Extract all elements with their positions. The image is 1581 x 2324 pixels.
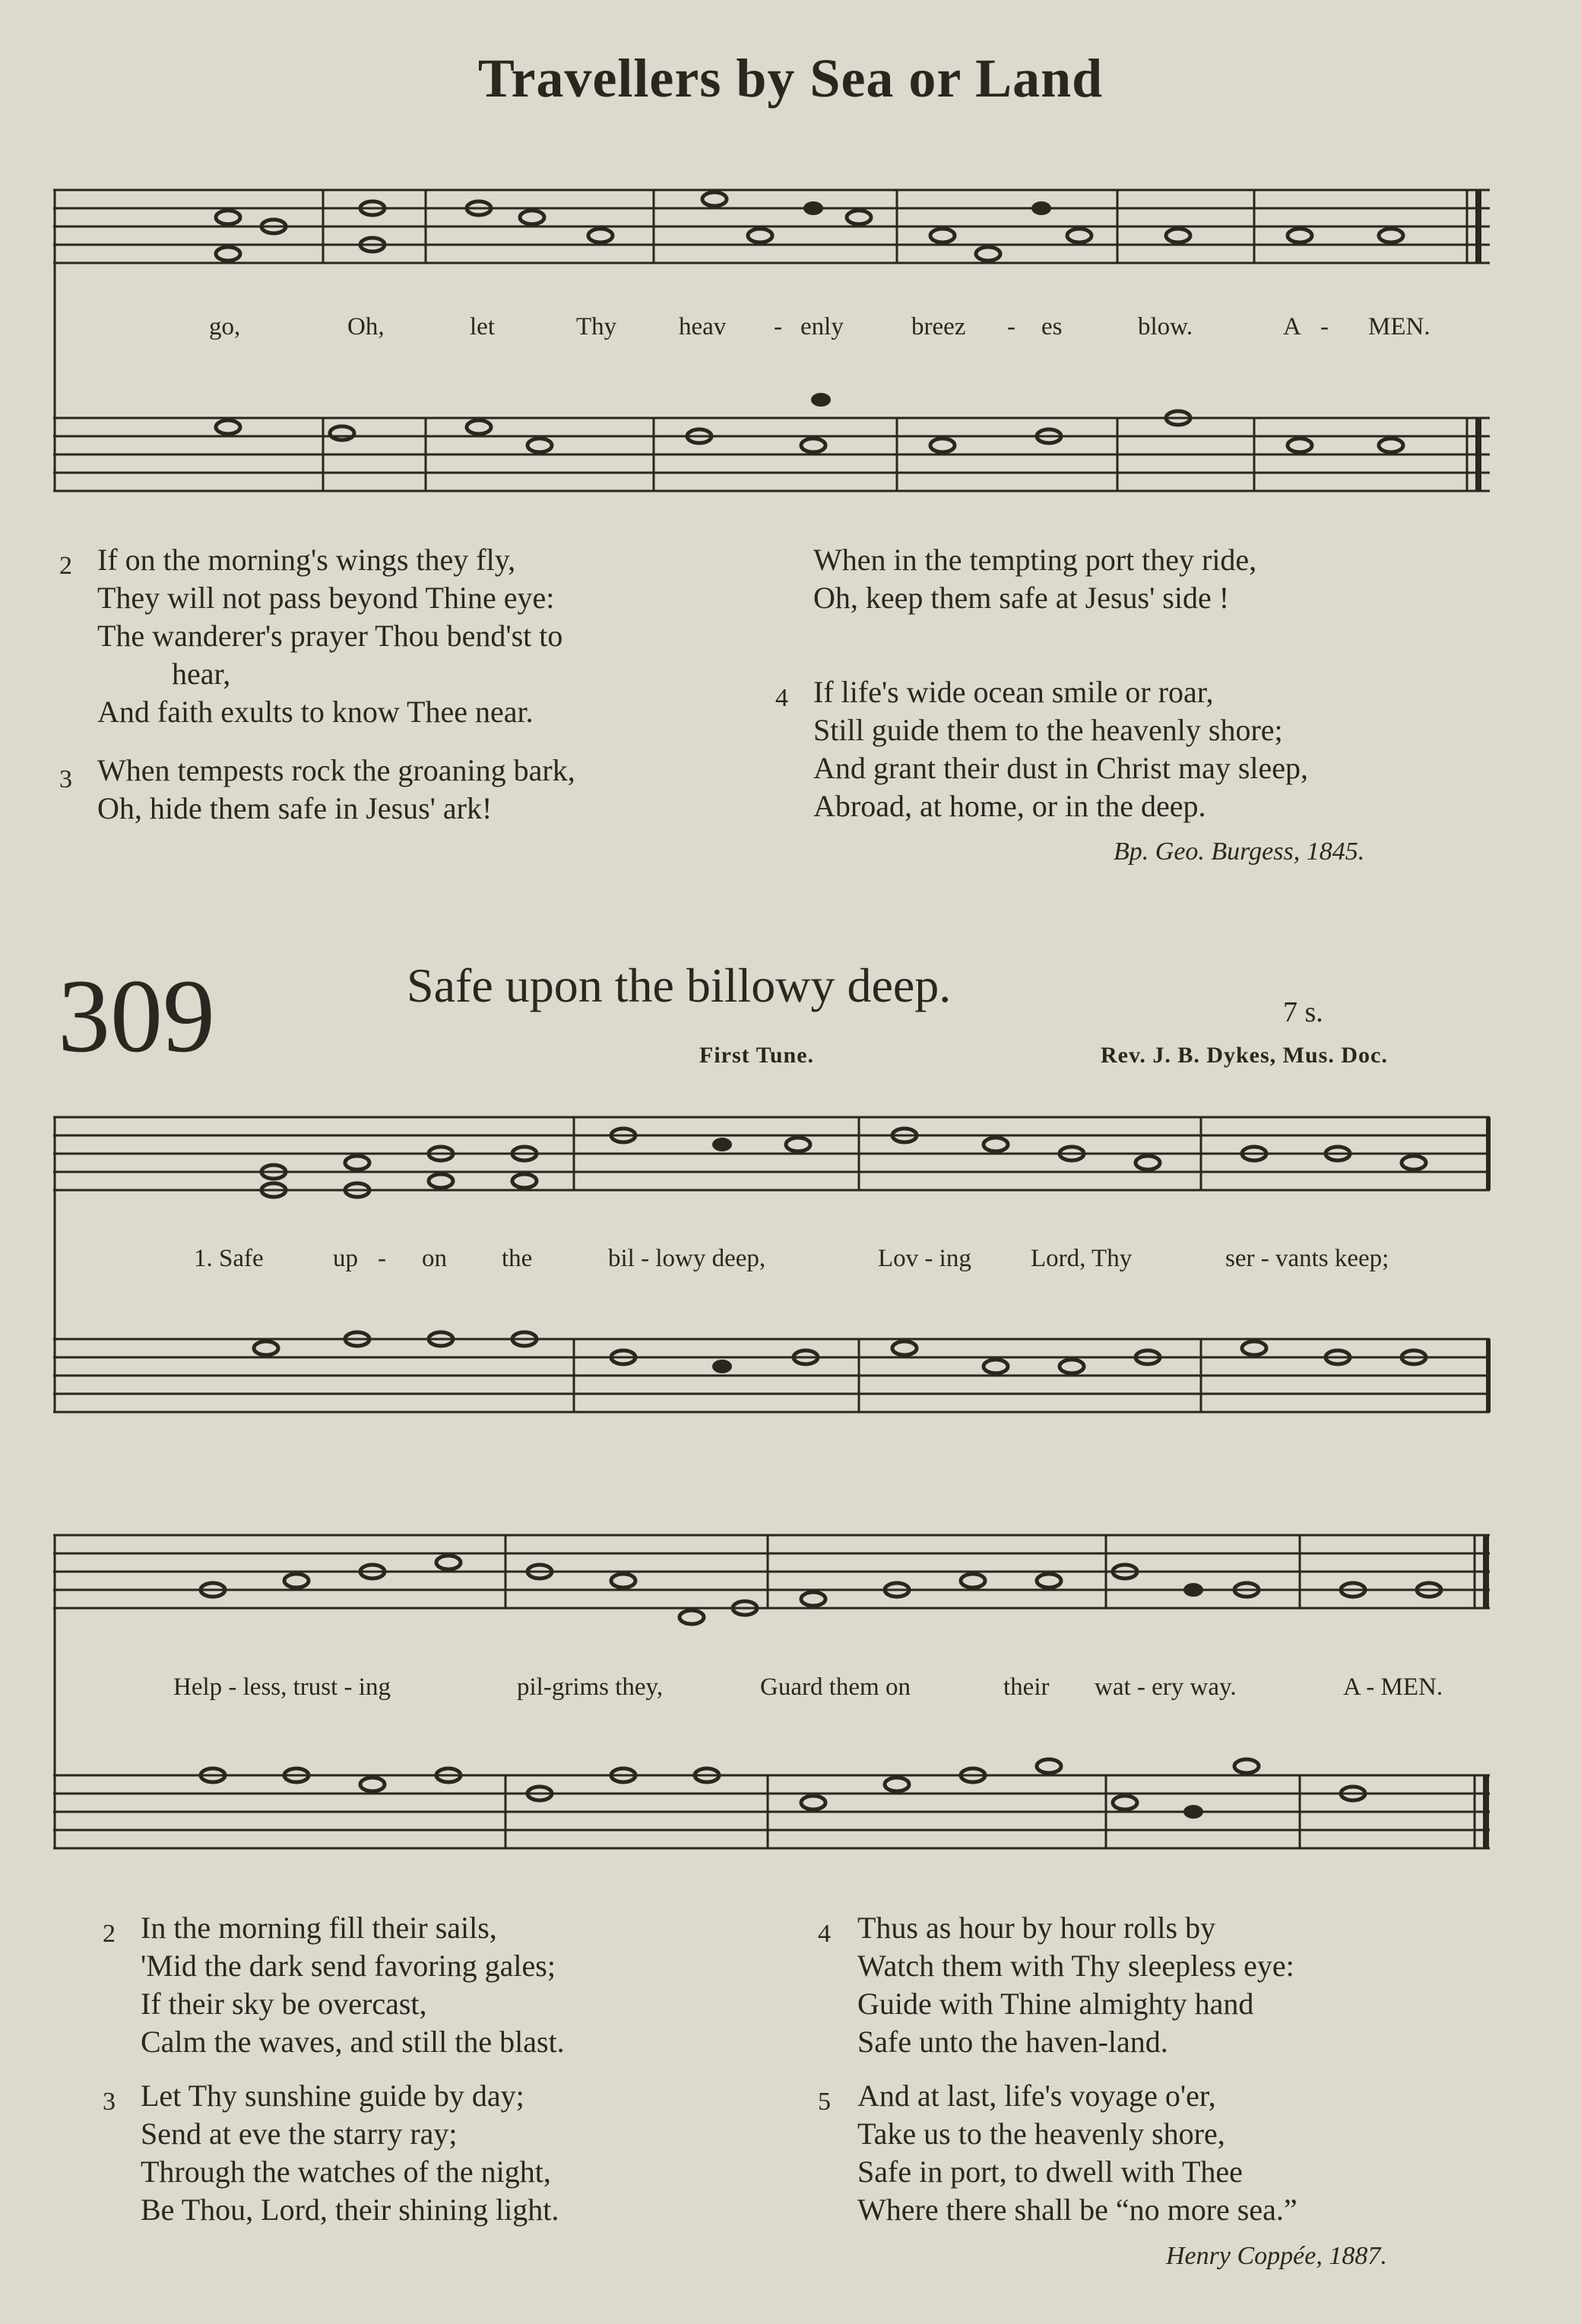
- verse-line: If on the morning's wings they fly,: [97, 543, 516, 577]
- lyric-syllable: A - MEN.: [1343, 1673, 1443, 1701]
- lyric-syllable: Thy: [576, 313, 617, 340]
- verse-line: 'Mid the dark send favoring gales;: [141, 1949, 556, 1983]
- lyric-syllable: enly: [800, 313, 844, 340]
- verse-number: 4: [818, 1920, 831, 1948]
- lyrics-line-1: [0, 1245, 1581, 1283]
- lyrics-line-2: [0, 1673, 1581, 1711]
- verse-line: Abroad, at home, or in the deep.: [813, 789, 1206, 823]
- lyric-syllable: let: [470, 313, 495, 340]
- verse-line: Send at eve the starry ray;: [141, 2117, 458, 2151]
- verse-line: Through the watches of the night,: [141, 2155, 551, 2189]
- verse-line: Guide with Thine almighty hand: [857, 1987, 1254, 2021]
- lyric-syllable: go,: [209, 313, 241, 340]
- verse-line: And grant their dust in Christ may sleep,: [813, 751, 1309, 785]
- lyric-syllable: Guard them on: [760, 1673, 911, 1701]
- lyric-syllable: the: [502, 1245, 533, 1272]
- verse-line: hear,: [172, 657, 231, 691]
- lyric-syllable: -: [1320, 313, 1329, 340]
- verses-right-prev: [775, 541, 1309, 825]
- verse-line: Where there shall be “no more sea.”: [857, 2193, 1297, 2227]
- verse-line: They will not pass beyond Thine eye:: [97, 581, 555, 615]
- hymn-meter: 7 s.: [1283, 996, 1323, 1028]
- composer: Rev. J. B. Dykes, Mus. Doc.: [1101, 1043, 1388, 1068]
- verse-number: 2: [103, 1920, 116, 1948]
- verse-line: Let Thy sunshine guide by day;: [141, 2079, 524, 2113]
- verse-line: Still guide them to the heavenly shore;: [813, 713, 1283, 747]
- lyric-syllable: ser - vants keep;: [1225, 1245, 1389, 1272]
- lyric-syllable: up: [333, 1245, 358, 1272]
- verse-line: In the morning fill their sails,: [141, 1911, 497, 1945]
- lyric-syllable: wat - ery way.: [1095, 1673, 1237, 1701]
- verse-line: Oh, hide them safe in Jesus' ark!: [97, 791, 493, 825]
- verse-line: Calm the waves, and still the blast.: [141, 2025, 565, 2059]
- verse-line: When in the tempting port they ride,: [813, 543, 1257, 577]
- verse-line: Safe in port, to dwell with Thee: [857, 2155, 1243, 2189]
- lyric-syllable: breez: [911, 313, 966, 340]
- verse-line: And at last, life's voyage o'er,: [857, 2079, 1216, 2113]
- lyric-syllable: -: [1007, 313, 1015, 340]
- lyric-syllable: bil - lowy deep,: [608, 1245, 766, 1272]
- lyric-syllable: A: [1283, 313, 1301, 340]
- verses-right: [818, 1909, 1297, 2229]
- verse-line: The wanderer's prayer Thou bend'st to: [97, 619, 563, 653]
- hymn-title: Safe upon the billowy deep.: [407, 958, 952, 1012]
- lyric-syllable: 1. Safe: [194, 1245, 264, 1272]
- author-credit: Henry Coppée, 1887.: [1166, 2242, 1387, 2270]
- tune-label: First Tune.: [699, 1043, 815, 1068]
- lyric-syllable: heav: [679, 313, 727, 340]
- author-credit: Bp. Geo. Burgess, 1845.: [1114, 837, 1365, 866]
- lyric-syllable: pil-grims they,: [517, 1673, 664, 1701]
- verse-line: Thus as hour by hour rolls by: [857, 1911, 1216, 1945]
- lyric-syllable: -: [774, 313, 782, 340]
- lyric-syllable: Lov - ing: [878, 1245, 971, 1272]
- verse-line: If life's wide ocean smile or roar,: [813, 675, 1214, 709]
- verse-line: Watch them with Thy sleepless eye:: [857, 1949, 1294, 1983]
- lyric-syllable: es: [1041, 313, 1063, 340]
- lyric-syllable: Help - less, trust - ing: [173, 1673, 391, 1701]
- section-title: Travellers by Sea or Land: [477, 48, 1104, 109]
- verse-line: Take us to the heavenly shore,: [857, 2117, 1225, 2151]
- verse-line: Oh, keep them safe at Jesus' side !: [813, 581, 1230, 615]
- lyric-syllable: on: [422, 1245, 447, 1272]
- lyric-syllable: -: [378, 1245, 386, 1272]
- lyric-syllable: MEN.: [1368, 313, 1431, 340]
- verses-left: [103, 1909, 565, 2229]
- verse-number: 4: [775, 684, 788, 712]
- lyric-syllable: blow.: [1138, 313, 1193, 340]
- lyric-syllable: Lord, Thy: [1031, 1245, 1133, 1272]
- verse-line: Be Thou, Lord, their shining light.: [141, 2193, 559, 2227]
- lyric-syllable: Oh,: [347, 313, 385, 340]
- verse-number: 5: [818, 2088, 831, 2116]
- lyrics-line-prev: [0, 313, 1581, 351]
- hymn-number: 309: [58, 958, 215, 1074]
- lyric-syllable: their: [1003, 1673, 1050, 1701]
- verses-left-prev: [59, 541, 575, 828]
- verse-line: Safe unto the haven-land.: [857, 2025, 1168, 2059]
- verse-number: 2: [59, 552, 72, 580]
- verse-number: 3: [59, 765, 72, 793]
- verse-line: When tempests rock the groaning bark,: [97, 753, 575, 787]
- verse-number: 3: [103, 2088, 116, 2116]
- verse-line: If their sky be overcast,: [141, 1987, 427, 2021]
- verse-line: And faith exults to know Thee near.: [97, 695, 534, 729]
